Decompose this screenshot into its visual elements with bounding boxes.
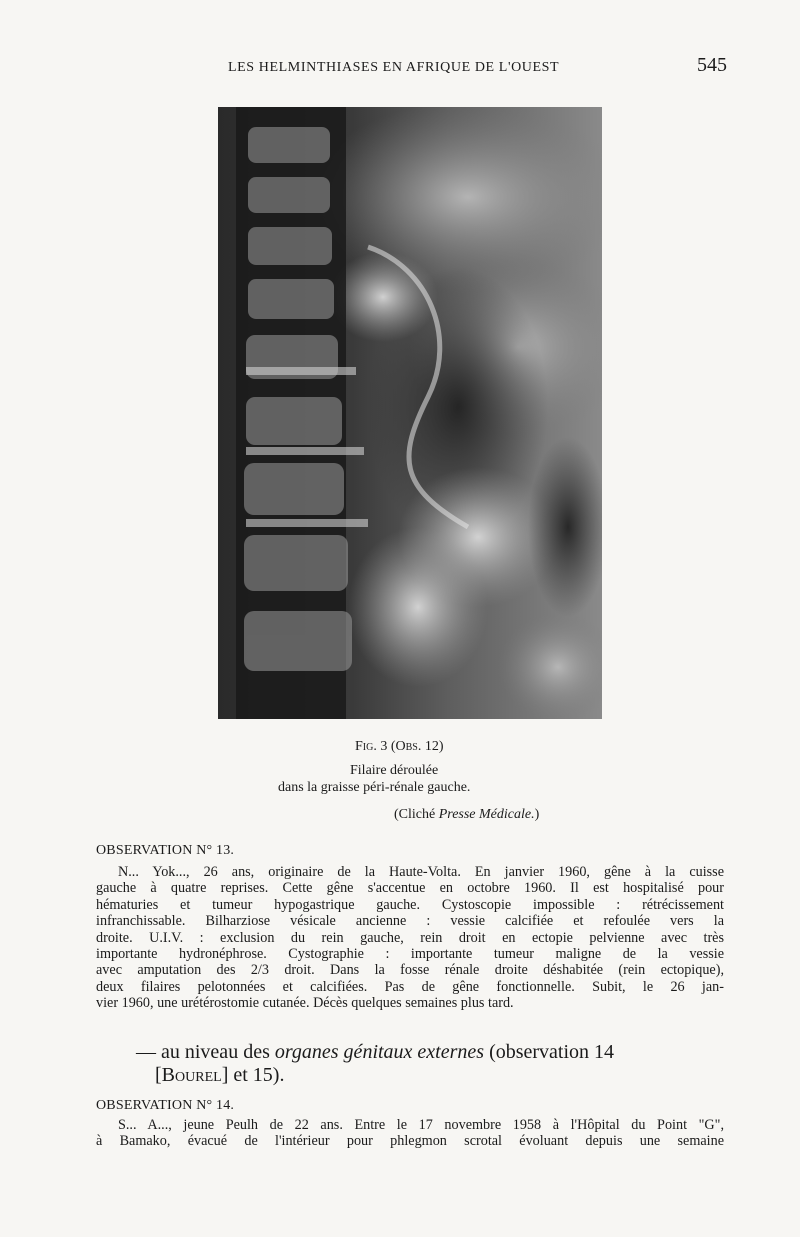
section-italic: organes génitaux externes [274, 1041, 485, 1063]
page-number: 545 [697, 54, 727, 76]
xray-radiograph-illustration [218, 107, 602, 719]
body-line: droite. U.I.V. : exclusion du rein gauche, rein droit en ectopie pelvienne avec très [96, 929, 724, 946]
body-line: gauche à quatre reprises. Cette gêne s'accentue en octobre 1960. Il est hospitalisé pour [96, 880, 724, 897]
section-prefix: — au niveau des [136, 1041, 275, 1063]
section-rest: ] et 15). [221, 1064, 285, 1086]
body-line: N... Yok..., 26 ans, originaire de la Haute-Volta. En janvier 1960, gêne à la cuisse [118, 864, 724, 880]
figure-label: Fig. 3 (Obs. 12) [355, 739, 444, 754]
credit-prefix: (Cliché [394, 807, 439, 822]
body-line: deux filaires pelotonnées et calcifiées. Pas de gêne fonctionnelle. Subit, le 26 jan- [96, 978, 724, 995]
caption-line-1: Filaire déroulée [350, 763, 439, 778]
section-heading-line-1 [136, 1040, 614, 1064]
caption-line-2: dans la graisse péri-rénale gauche. [278, 780, 471, 795]
section-suffix: (observation 14 [484, 1041, 615, 1063]
section-heading-line-2 [155, 1063, 284, 1087]
observation-13-body [96, 864, 724, 1012]
body-line: vier 1960, une urétérostomie cutanée. Décès quelques semaines plus tard. [96, 995, 514, 1012]
section-author: Bourel [161, 1064, 222, 1086]
credit-suffix: ) [534, 807, 540, 822]
body-line: infranchissable. Bilharziose vésicale ancienne : vessie calcifiée et refoulée vers la [96, 913, 724, 930]
observation-13-heading: OBSERVATION N° 13. [96, 843, 235, 858]
body-line: à Bamako, évacué de l'intérieur pour phlegmon scrotal évoluant depuis une semaine [96, 1133, 724, 1150]
body-line: hématuries et tumeur hypogastrique gauche. Cystoscopie impossible : rétrécissement [96, 896, 724, 913]
xray-figure-image [218, 107, 602, 719]
observation-14-heading: OBSERVATION N° 14. [96, 1098, 235, 1113]
figure-credit [394, 806, 539, 824]
body-line: avec amputation des 2/3 droit. Dans la fosse rénale droite déshabitée (rein ectopique), [96, 962, 724, 979]
body-line: S... A..., jeune Peulh de 22 ans. Entre le 17 novembre 1958 à l'Hôpital du Point "G", [118, 1117, 724, 1133]
body-line: importante hydronéphrose. Cystographie : importante tumeur maligne de la vessie [96, 946, 724, 963]
running-header [0, 54, 800, 84]
credit-source: Presse Médicale. [438, 807, 535, 822]
section-bracket-open: [ [155, 1064, 162, 1086]
observation-14-body [96, 1117, 724, 1150]
running-title: LES HELMINTHIASES EN AFRIQUE DE L'OUEST [228, 60, 560, 75]
